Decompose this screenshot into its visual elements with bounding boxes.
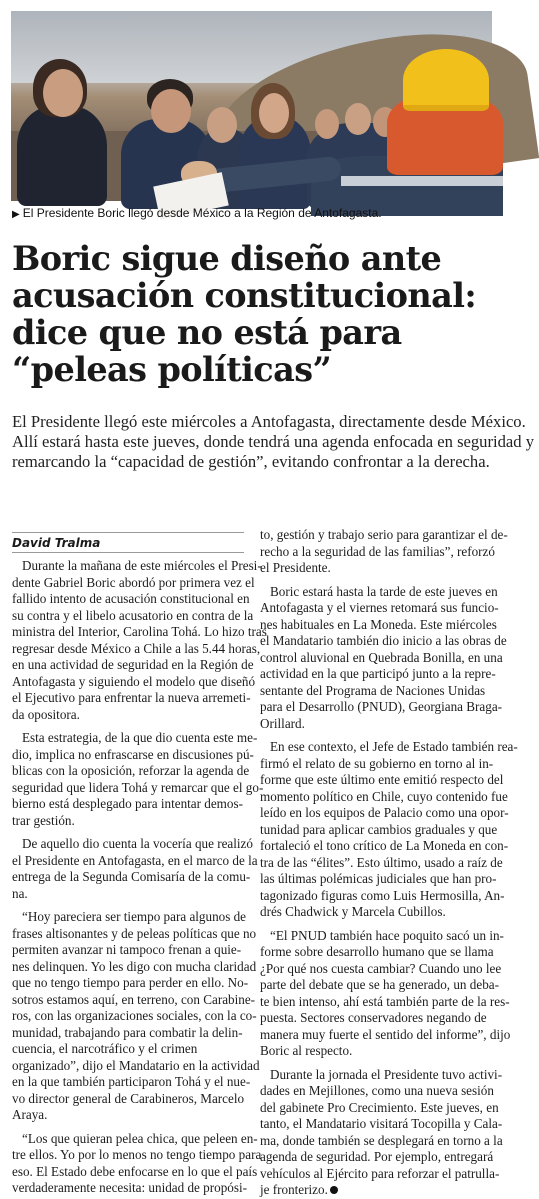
article-paragraph [260,527,508,577]
paragraph-gap [12,829,246,836]
text-line: te bien intenso, ahí está también parte de la res- [260,993,510,1009]
text-line: da opositora. [12,706,80,722]
text-line: organizado”, dijo el Mandatario en la actividad [12,1057,260,1073]
text-line: manera muy fuerte el sentido del informe”, dijo [260,1026,511,1042]
text-line: que no tengo tiempo para perder en ello. No- [12,975,249,990]
article-headline [12,240,492,388]
text-line: Orillard. [260,715,305,731]
text-line: “Hoy pareciera ser tiempo para algunos de [22,909,247,924]
byline-rule-top [12,532,244,533]
text-line: nes delinquen. Yo les digo con mucha claridad [12,958,257,974]
text-line: puesta. Sectores conservadores negando de [260,1010,487,1025]
article-column-left [12,558,267,1197]
text-line: drés Chadwick y Marcela Cubillos. [260,904,446,919]
text-line: forme que este último ente emitió respecto del [260,772,504,787]
article-paragraph [12,1130,262,1197]
article-dek [12,412,535,472]
text-line: vo director general de Carabineros, Marcelo [12,1090,245,1106]
end-of-article-icon [330,1186,338,1194]
text-line: verdaderamente necesita: unidad de propósi- [12,1180,247,1195]
paragraph-gap [260,732,496,739]
text-line: tre ellos. Yo por lo menos no tengo tiempo para [12,1147,262,1162]
person-woman-right-face [259,93,289,133]
headline-line: dice que no está para [12,313,402,352]
text-line: Esta estrategia, de la que dio cuenta este me- [22,730,258,745]
text-line: para el Desarrollo (PNUD), Georgiana Braga- [260,699,503,714]
text-line: nes habituales en La Moneda. Este miércoles [260,616,497,632]
text-line: fortaleció el tono crítico de La Moneda en con- [260,838,509,853]
text-line: su contra y el libelo acusatorio en contra de la [12,607,254,623]
text-line: cuencia, el narcotráfico y el crimen [12,1041,198,1056]
byline-rule-bottom [12,552,244,553]
text-line: Durante la jornada el Presidente tuvo activi- [270,1066,503,1082]
photo-caption [12,206,492,222]
text-line: Araya. [12,1107,48,1122]
text-line: Boric al respecto. [260,1043,353,1058]
article-paragraph [260,1066,503,1199]
text-line: leído en los equipos de Palacio como una opor- [260,805,509,820]
text-line: Antofagasta y el viernes retomará sus funcio- [260,600,499,615]
text-line: sentante del Programa de Naciones Unidas [260,682,486,698]
article-paragraph [260,927,511,1060]
text-line: tagonizado figuras como Luis Hermosilla, An- [260,887,505,903]
text-line: agenda de seguridad. Por ejemplo, entregará [260,1149,494,1164]
article-paragraph [12,558,267,723]
article-paragraph [12,730,264,829]
text-line: trar gestión. [12,812,75,828]
text-line: eso. El Estado debe enfocarse en lo que el país [12,1163,258,1179]
text-line: “Los que quieran pelea chica, que peleen en- [22,1130,258,1146]
text-line: seguridad que lidera Tohá y remarcar que el go- [12,779,264,795]
text-line: De aquello dio cuenta la vocería que realizó [22,836,253,851]
text-line: regresar desde México a Chile a las 5.44 horas, [12,640,261,656]
text-line: bierno está desplegado para intentar demos- [12,796,243,811]
headline-line: acusación constitucional: [12,276,477,315]
paragraph-gap [12,902,246,909]
text-line: munidad, trabajando para combatir la delin- [12,1024,243,1040]
text-line: permiten avanzar ni tampoco frenan a quie- [12,942,242,957]
article-paragraph [260,583,507,733]
headline-line: Boric sigue diseño ante [12,239,442,278]
dek-line: El Presidente llegó este miércoles a Antofagasta, directamente desde México. [12,412,526,431]
worker-hardhat-icon [403,49,489,111]
text-line: el Mandatario también dio inicio a las obras de [260,633,507,648]
article-paragraph [260,739,518,921]
text-line: “El PNUD también hace poquito sacó un in- [270,927,504,943]
article-photo [11,11,492,201]
text-line: control aluvional en Quebrada Bonilla, en una [260,649,503,665]
text-line: ma, donde también se desplegará en torno a la [260,1132,503,1148]
text-line: el Presidente en Antofagasta, en el marco de la [12,852,258,868]
text-line: tanto, el Mandatario visitará Tocopilla y Cala- [260,1116,503,1131]
text-line: el Presidente. [260,560,331,575]
text-line: actividad en la que participó junto a la repre- [260,666,496,681]
person-woman-left [17,106,107,206]
text-line: en la que también participaron Tohá y el nue- [12,1074,251,1089]
caption-text: El Presidente Boric llegó desde México a la Región de Antofagasta. [22,206,382,220]
text-line: ros, con las organizaciones sociales, con la co- [12,1008,257,1023]
text-line: En ese contexto, el Jefe de Estado también rea- [270,739,518,754]
text-line: je fronterizo. [260,1182,496,1199]
text-line: las últimas polémicas judiciales que han pro- [260,871,497,886]
text-line: recho a la seguridad de las familias”, reforzó [260,543,495,559]
text-line: momento político en Chile, cuyo contenido fue [260,788,508,804]
text-line: na. [12,885,28,901]
paragraph-gap [12,723,246,730]
dek-line: Allí estará hasta este jueves, donde tendrá una agenda enfocada en seguridad y [12,432,535,451]
dek-line: remarcando la “capacidad de gestión”, evitando confrontar a la derecha. [12,452,490,471]
paragraph-gap [260,577,496,584]
text-line: en una actividad de seguridad en la Región de [12,657,254,672]
byline: David Tralma [12,536,101,550]
text-line: firmó el relato de su gobierno en torno al in- [260,755,494,771]
worker-reflective-stripe [341,176,503,186]
article-paragraph [12,836,258,902]
person-group-face-2 [345,103,371,135]
text-line: dades en Mejillones, como una nueva sesión [260,1083,494,1098]
article-column-right [260,527,518,1199]
text-line: forme sobre desarrollo humano que se llama [260,944,494,959]
text-line: dente Gabriel Boric abordó por primera vez el [12,574,255,590]
paragraph-gap [260,1060,496,1067]
text-line: del gabinete Pro Crecimiento. Este jueves, en [260,1099,499,1115]
text-line: tra de las “élites”. Esto último, usado a raíz de [260,854,503,870]
article-paragraph [12,909,260,1124]
paragraph-gap [12,1124,246,1131]
person-group-face-1 [315,109,339,139]
text-line: frases altisonantes y de peleas políticas que no [12,925,257,941]
caption-triangle-icon: ▶ [12,209,20,220]
text-line: to, gestión y trabajo serio para garantizar el de- [260,527,508,542]
text-line: fallido intento de acusación constitucional en [12,591,250,606]
text-line: parte del debate que se ha generado, un deba- [260,977,499,992]
text-line: vehículos al Ejército para reforzar el patrulla- [260,1165,500,1181]
headline-line: “peleas políticas” [12,350,332,389]
text-line: Durante la mañana de este miércoles el Presi- [22,558,262,573]
text-line: ¿Por qué nos cuesta cambiar? Cuando uno lee [260,960,502,976]
person-boric-face [151,89,191,133]
text-line: el Ejecutivo para enfrentar la nueva arremeti- [12,690,251,705]
text-line: dio, implica no enfrascarse en discusiones pú- [12,746,254,762]
paragraph-gap [260,921,496,928]
text-line: sotros estamos aquí, en terreno, con Carabine- [12,991,256,1007]
text-line: entrega de la Segunda Comisaría de la comu- [12,869,251,884]
person-woman-center-face [207,107,237,143]
text-line: blicas con la oposición, reforzar la agenda de [12,763,250,778]
text-line: tunidad para aplicar cambios graduales y que [260,821,498,837]
text-line: Boric estará hasta la tarde de este jueves en [270,583,498,599]
text-line: Antofagasta y siguiendo el modelo que diseñó [12,673,256,689]
text-line: ministra del Interior, Carolina Tohá. Lo hizo tras [12,624,267,639]
person-woman-left-face [43,69,83,117]
